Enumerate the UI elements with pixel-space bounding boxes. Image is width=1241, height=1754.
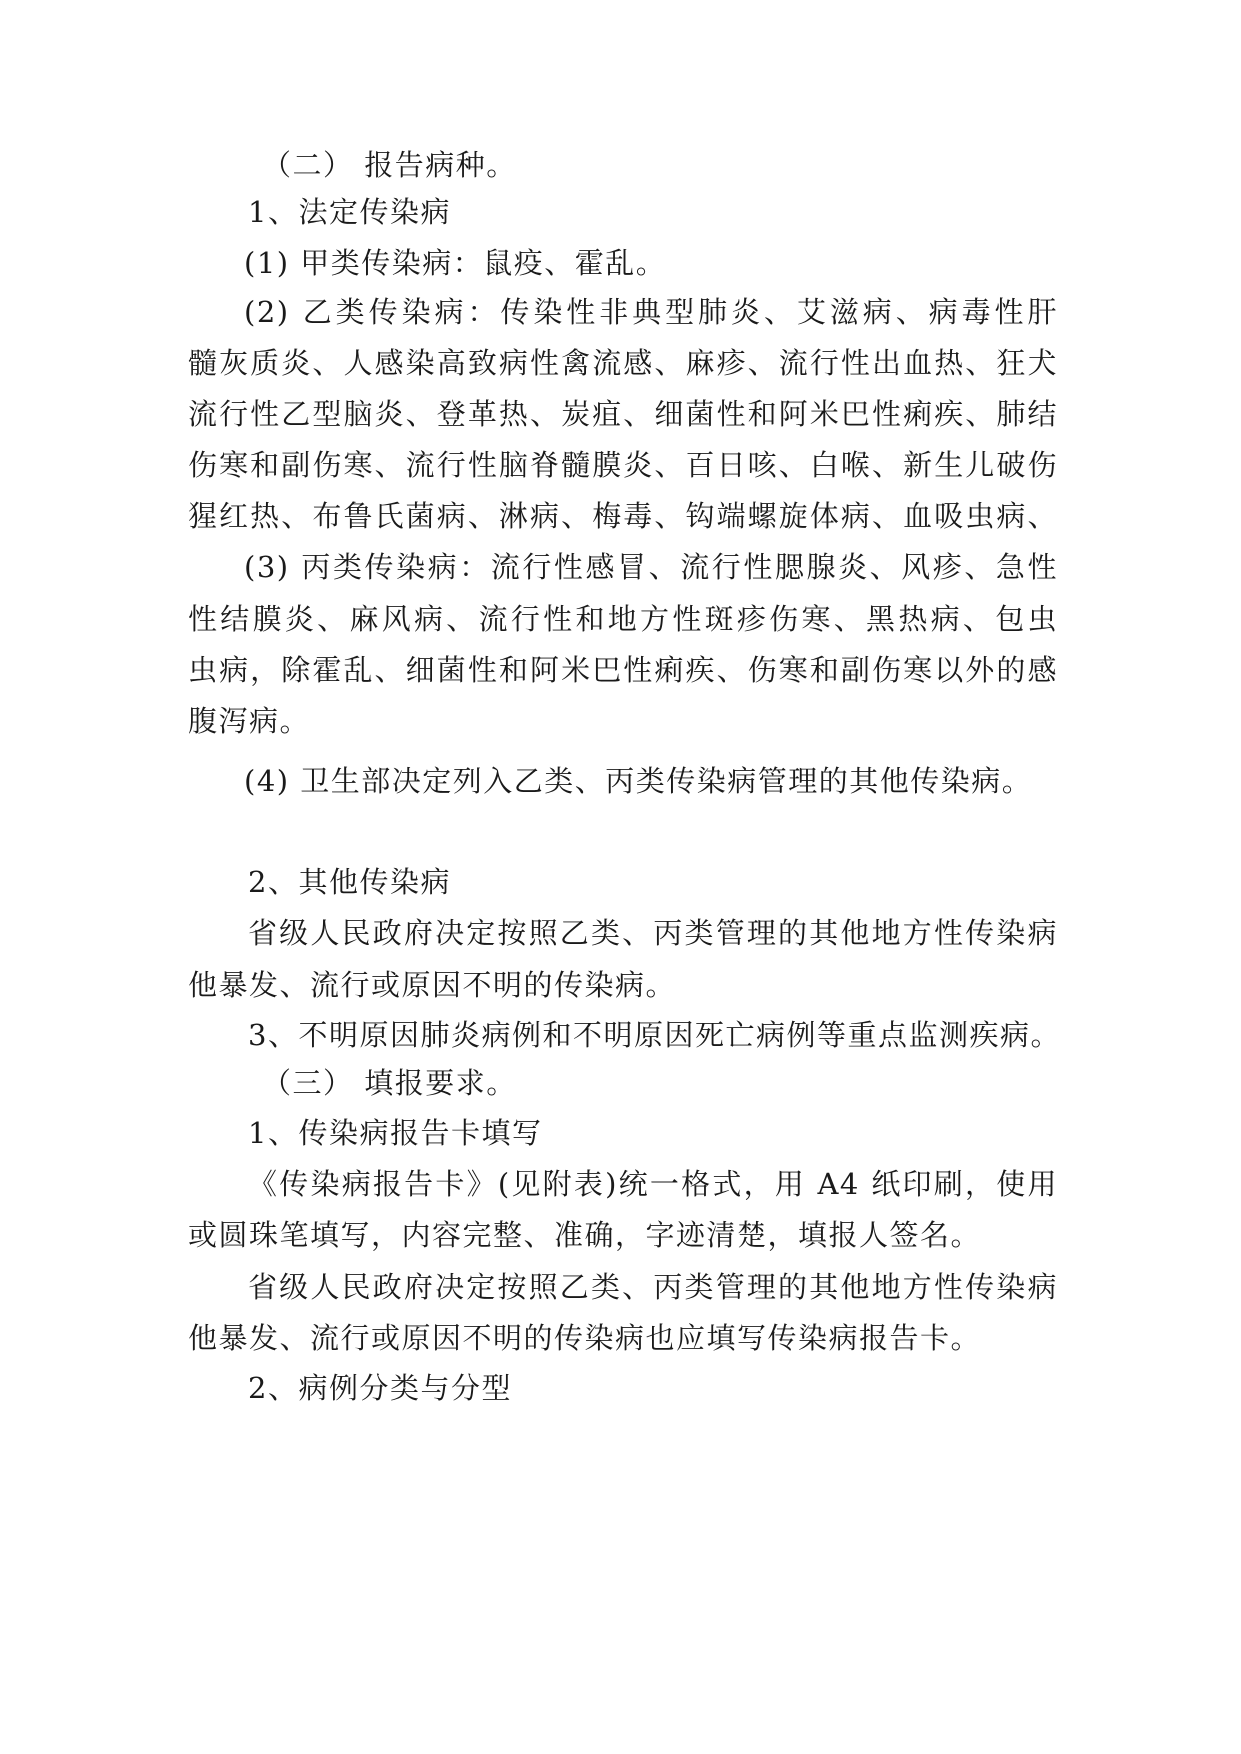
subheading-other-diseases: 2、其他传染病 bbox=[248, 865, 451, 899]
report-card-line-4: 他暴发、流行或原因不明的传染病也应填写传染病报告卡。 bbox=[188, 1321, 982, 1355]
class-b-diseases-line-1: (2) 乙类传染病：传染性非典型肺炎、艾滋病、病毒性肝 bbox=[244, 295, 1058, 329]
subheading-report-card: 1、传染病报告卡填写 bbox=[248, 1116, 543, 1150]
report-card-line-2: 或圆珠笔填写，内容完整、准确，字迹清楚，填报人签名。 bbox=[188, 1218, 982, 1252]
class-c-diseases-line-3: 虫病，除霍乱、细菌性和阿米巴性痢疾、伤寒和副伤寒以外的感 bbox=[188, 653, 1058, 687]
subheading-case-classification: 2、病例分类与分型 bbox=[248, 1371, 512, 1405]
class-b-diseases-line-5: 猩红热、布鲁氏菌病、淋病、梅毒、钩端螺旋体病、血吸虫病、 bbox=[188, 499, 1058, 533]
class-b-diseases-line-3: 流行性乙型脑炎、登革热、炭疽、细菌性和阿米巴性痢疾、肺结 bbox=[188, 397, 1058, 431]
report-card-line-3: 省级人民政府决定按照乙类、丙类管理的其他地方性传染病 bbox=[248, 1270, 1058, 1304]
section-heading-filing-requirements: （三） 填报要求。 bbox=[262, 1066, 517, 1100]
class-a-diseases-line: (1) 甲类传染病：鼠疫、霍乱。 bbox=[244, 246, 667, 280]
section-heading-reported-diseases: （二） 报告病种。 bbox=[262, 148, 517, 182]
key-surveillance-line: 3、不明原因肺炎病例和不明原因死亡病例等重点监测疾病。 bbox=[248, 1018, 1061, 1052]
class-c-diseases-line-1: (3) 丙类传染病：流行性感冒、流行性腮腺炎、风疹、急性 bbox=[244, 550, 1058, 584]
class-c-diseases-line-4: 腹泻病。 bbox=[188, 704, 311, 738]
class-b-diseases-line-4: 伤寒和副伤寒、流行性脑脊髓膜炎、百日咳、白喉、新生儿破伤 bbox=[188, 448, 1058, 482]
class-b-diseases-line-2: 髓灰质炎、人感染高致病性禽流感、麻疹、流行性出血热、狂犬 bbox=[188, 346, 1058, 380]
subheading-statutory-diseases: 1、法定传染病 bbox=[248, 195, 451, 229]
report-card-line-1: 《传染病报告卡》(见附表)统一格式，用 A4 纸印刷，使用 bbox=[248, 1167, 1058, 1201]
provincial-diseases-line-2: 他暴发、流行或原因不明的传染病。 bbox=[188, 968, 677, 1002]
provincial-diseases-line-1: 省级人民政府决定按照乙类、丙类管理的其他地方性传染病 bbox=[248, 916, 1058, 950]
class-c-diseases-line-2: 性结膜炎、麻风病、流行性和地方性斑疹伤寒、黑热病、包虫 bbox=[188, 602, 1058, 636]
other-ministry-diseases-line: (4) 卫生部决定列入乙类、丙类传染病管理的其他传染病。 bbox=[244, 764, 1033, 798]
